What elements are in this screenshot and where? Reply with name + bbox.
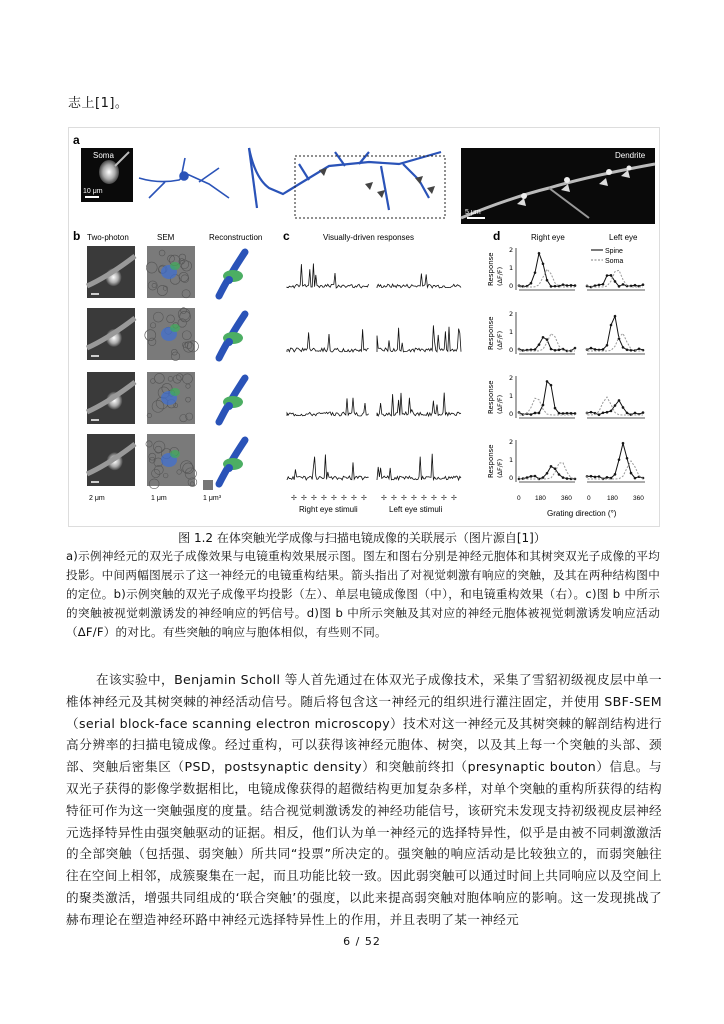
- d-ylabel: Response: [487, 444, 495, 478]
- d-ytick: 1: [509, 328, 514, 336]
- spine-curve: [587, 443, 643, 479]
- d-ytick: 2: [509, 246, 514, 254]
- sem-bouton-overlay: [170, 324, 180, 332]
- neuron-reconstruction-small: [139, 158, 229, 198]
- panel-label-a: a: [73, 133, 80, 147]
- panel-label-c: c: [283, 229, 290, 243]
- xlabel-left-eye-stimuli: Left eye stimuli: [389, 505, 443, 514]
- sem-bouton-overlay: [170, 388, 180, 396]
- d-xtick-360b: 360: [633, 495, 644, 502]
- dendrite-label: Dendrite: [615, 151, 646, 160]
- col-two-photon: Two-photon: [87, 233, 129, 242]
- spine-curve: [587, 316, 643, 350]
- panel-label-d: d: [493, 229, 501, 243]
- neuron-reconstruction-large: [249, 148, 441, 210]
- body-paragraph: 在该实验中，Benjamin Scholl 等人首先通过在体双光子成像技术，采集了雪貂初级视皮层中单一椎体神经元及其树突棘的神经活动信号。随后将包含这一神经元的组织进行灌注固定，并使用 SBF-SEM（serial block-face scanning electron microscopy）技术对这一神经元及其树突棘的解剖结构进行高分辨率的扫描电镜成像。经过重构，可以获得该神经元胞体、树突，以及其上每一个突触的头部、颈部、突触后密集区（PSD，postsynaptic density）和突触前终扣（presynaptic bouton）信息。与双光子获得的影像学数据相比，电镜成像获得的超微结构更加复杂多样，对单个突触的重构所获得的结构特征可作为这一突触强度的度量。结合视觉刺激诱发的神经功能信号，该研究未发现支持初级视皮层神经元选择特异性由强突触驱动的证据。相反，他们认为单一神经元的选择特异性，似乎是由被不同刺激激活的全部突触（包括强、弱突触）所共同“投票”所决定的。强突触的响应活动是比较独立的，而弱突触往往在空间上相邻，成簇聚集在一起，而且功能比较一致。因此弱突触可以通过时间上共同响应以及空间上的聚类激活，增强共同组成的‘联合突触’的强度，以此来提高弱突触对胞体响应的影响。这一发现挑战了赫布理论在塑造神经环路中神经元选择特异性上的作用，并且表明了某一神经元: [66, 672, 662, 927]
- figure-1-2: [68, 127, 660, 527]
- d-xtick-0a: 0: [517, 495, 521, 502]
- soma-label: Soma: [93, 151, 114, 160]
- calcium-trace: [377, 454, 461, 480]
- recon-spine: [225, 464, 233, 472]
- scale-sem: 1 μm: [151, 495, 167, 502]
- direction-marker: ✢: [351, 494, 357, 502]
- direction-marker: ✢: [311, 494, 317, 502]
- page-number: 6 / 52: [343, 935, 381, 948]
- scale-two-photon: 2 μm: [89, 495, 105, 502]
- direction-marker: ✢: [321, 494, 327, 502]
- calcium-trace: [377, 393, 461, 416]
- spine-curve: [587, 275, 643, 287]
- direction-marker: ✢: [301, 494, 307, 502]
- calcium-trace: [287, 329, 369, 352]
- panel-b-rows: [87, 246, 245, 490]
- sem-bouton-overlay: [170, 262, 180, 270]
- direction-marker: ✢: [451, 494, 457, 502]
- d-ytick: 1: [509, 456, 514, 464]
- legend: [591, 248, 623, 265]
- d-xlabel: Grating direction (°): [547, 509, 617, 518]
- dendrite-scale-label: 5 μm: [465, 209, 481, 216]
- d-ytick: 0: [509, 282, 514, 290]
- direction-marker: ✢: [331, 494, 337, 502]
- lead-text: 志上[1]。: [68, 96, 129, 111]
- recon-spine: [225, 338, 233, 346]
- d-ytick: 2: [509, 374, 514, 382]
- recon-spine: [225, 276, 233, 284]
- d-xtick-180b: 180: [607, 495, 618, 502]
- d-xtick-180a: 180: [535, 495, 546, 502]
- d-ytick: 1: [509, 392, 514, 400]
- d-ytick: 0: [509, 410, 514, 418]
- scale-cube: [203, 480, 213, 490]
- d-ylabel-units: (ΔF/F): [496, 330, 504, 350]
- tuning-curves: [487, 246, 645, 482]
- legend-soma: Soma: [605, 258, 624, 265]
- stimulus-direction-markers: [291, 494, 457, 502]
- soma-curve: [519, 334, 575, 351]
- d-ylabel-units: (ΔF/F): [496, 394, 504, 414]
- panel-label-b: b: [73, 229, 81, 243]
- direction-marker: ✢: [441, 494, 447, 502]
- calcium-trace: [287, 264, 369, 289]
- caption-text: a)示例神经元的双光子成像效果与电镜重构效果展示图。图左和图右分别是神经元胞体和其树突双光子成像的平均投影。中间两幅图展示了这一神经元的电镜重构结果。箭头指出了对视觉刺激有响应的突触，及其在两种结构图中的定位。b)示例突触的双光子成像平均投影（左）、单层电镜成像图（中），和电镜重构效果（右）。c)图 b 中所示的突触被视觉刺激诱发的神经响应的钙信号。d)图 b 中所示突触及其对应的神经元胞体被视觉刺激诱发响应活动（ΔF/F）的对比。有些突触的响应与胞体相似，有些则不同。: [66, 549, 660, 639]
- panel-c-title: Visually-driven responses: [323, 233, 415, 242]
- d-ylabel-units: (ΔF/F): [496, 458, 504, 478]
- col-reconstruction: Reconstruction: [209, 233, 263, 242]
- d-xtick-360a: 360: [561, 495, 572, 502]
- d-ylabel-units: (ΔF/F): [496, 266, 504, 286]
- scale-reconstruction: 1 μm³: [203, 495, 222, 502]
- calcium-trace: [377, 325, 461, 352]
- caption-title: 图 1.2 在体突触光学成像与扫描电镜成像的关联展示（图片源自[1]）: [178, 531, 546, 545]
- direction-marker: ✢: [381, 494, 387, 502]
- d-ylabel: Response: [487, 316, 495, 350]
- soma-scale-label: 10 μm: [83, 188, 103, 195]
- d-ylabel: Response: [487, 380, 495, 414]
- calcium-traces: [287, 264, 461, 481]
- d-ytick: 2: [509, 310, 514, 318]
- direction-marker: ✢: [361, 494, 367, 502]
- direction-marker: ✢: [421, 494, 427, 502]
- col-right-eye: Right eye: [531, 233, 565, 242]
- col-left-eye: Left eye: [609, 233, 638, 242]
- d-ytick: 1: [509, 264, 514, 272]
- direction-marker: ✢: [391, 494, 397, 502]
- calcium-trace: [377, 274, 461, 288]
- direction-marker: ✢: [401, 494, 407, 502]
- calcium-trace: [287, 398, 369, 416]
- xlabel-right-eye-stimuli: Right eye stimuli: [299, 505, 358, 514]
- d-ytick: 2: [509, 438, 514, 446]
- calcium-trace: [287, 455, 369, 481]
- direction-marker: ✢: [291, 494, 297, 502]
- d-xtick-0b: 0: [587, 495, 591, 502]
- d-ytick: 0: [509, 346, 514, 354]
- d-ylabel: Response: [487, 252, 495, 286]
- response-arrows-recon: [319, 168, 435, 198]
- direction-marker: ✢: [431, 494, 437, 502]
- sem-bouton-overlay: [170, 450, 180, 458]
- spine-curve: [519, 466, 575, 479]
- direction-marker: ✢: [341, 494, 347, 502]
- direction-marker: ✢: [411, 494, 417, 502]
- legend-spine: Spine: [605, 248, 623, 255]
- recon-spine: [225, 402, 233, 410]
- col-sem: SEM: [157, 233, 175, 242]
- d-ytick: 0: [509, 474, 514, 482]
- spine-curve: [519, 381, 575, 414]
